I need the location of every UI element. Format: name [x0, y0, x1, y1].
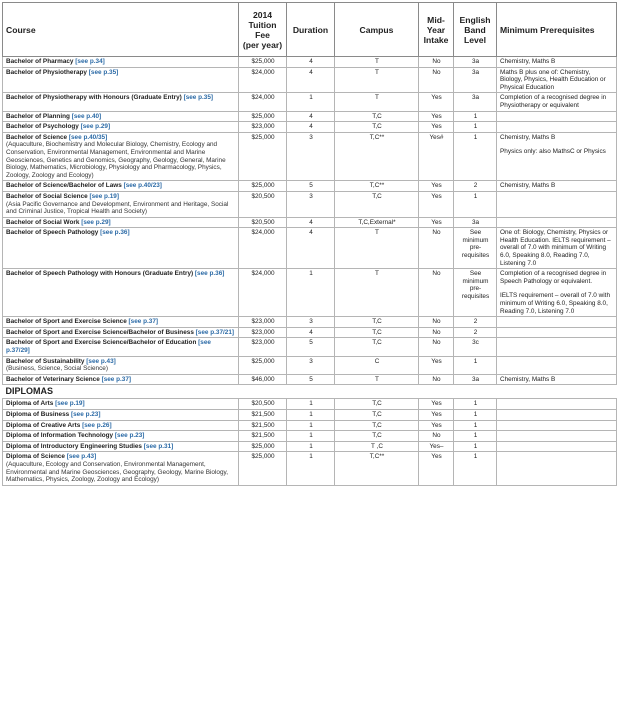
english-cell: 3a	[454, 57, 497, 68]
duration-cell: 4	[287, 57, 335, 68]
course-name: Bachelor of Planning	[6, 112, 70, 120]
course-cell	[3, 420, 239, 431]
duration-cell: 4	[287, 228, 335, 269]
midyear-cell: Yes	[419, 452, 454, 485]
english-cell: 1	[454, 111, 497, 122]
header-fee-line: Tuition	[248, 19, 277, 30]
midyear-cell: No	[419, 57, 454, 68]
table-row	[3, 327, 617, 338]
page-ref-link[interactable]: [see p.23]	[71, 410, 101, 418]
duration-cell: 5	[287, 374, 335, 385]
header-english	[454, 3, 497, 57]
prereq-cell	[497, 93, 617, 111]
prereq-cell	[497, 217, 617, 228]
english-cell: 3a	[454, 93, 497, 111]
midyear-cell: Yes	[419, 217, 454, 228]
table-row	[3, 269, 617, 317]
duration-cell: 1	[287, 269, 335, 317]
midyear-cell: Yes	[419, 356, 454, 374]
duration-cell: 5	[287, 181, 335, 192]
prereq-text: Chemistry, Maths B	[500, 58, 556, 65]
course-cell	[3, 228, 239, 269]
duration-cell: 4	[287, 217, 335, 228]
section-heading: DIPLOMAS	[3, 385, 617, 399]
header-midyear-line: Year	[426, 24, 446, 35]
page-ref-link[interactable]: [see p.19]	[55, 400, 85, 408]
fee-cell: $25,000	[239, 111, 287, 122]
header-campus: Campus	[335, 3, 419, 57]
prereq-cell	[497, 57, 617, 68]
campus-cell: T,C	[335, 420, 419, 431]
table-row	[3, 338, 617, 356]
prereq-cell	[497, 452, 617, 485]
page-ref-link[interactable]: [see p.40/35]	[68, 133, 108, 141]
page-ref-link[interactable]: [see p.26]	[82, 421, 112, 429]
fee-cell: $20,500	[239, 399, 287, 410]
prereq-cell	[497, 191, 617, 217]
midyear-cell: Yes	[419, 409, 454, 420]
prereq-cell	[497, 409, 617, 420]
midyear-cell: Yes	[419, 191, 454, 217]
header-english-line: English	[459, 14, 491, 25]
course-name: Diploma of Creative Arts	[6, 421, 81, 429]
page-ref-link[interactable]: [see p.37/29]	[6, 339, 211, 354]
english-cell: 2	[454, 327, 497, 338]
fee-cell: $25,000	[239, 356, 287, 374]
table-row	[3, 191, 617, 217]
duration-cell: 3	[287, 191, 335, 217]
midyear-cell: Yes	[419, 93, 454, 111]
fee-cell: $23,000	[239, 327, 287, 338]
campus-cell: T,C	[335, 399, 419, 410]
midyear-cell: No	[419, 228, 454, 269]
midyear-cell: No	[419, 269, 454, 317]
course-name: Diploma of Information Technology	[6, 432, 114, 440]
course-cell	[3, 441, 239, 452]
section-row	[3, 385, 617, 399]
fee-cell: $46,000	[239, 374, 287, 385]
page-ref-link[interactable]: [see p.35]	[88, 68, 119, 76]
table-row	[3, 228, 617, 269]
english-cell: See minimum pre-requisites	[454, 228, 497, 269]
duration-cell: 5	[287, 338, 335, 356]
prereq-cell	[497, 441, 617, 452]
fee-cell: $25,000	[239, 132, 287, 181]
english-cell: 2	[454, 181, 497, 192]
midyear-cell: Yes	[419, 399, 454, 410]
campus-cell: T,C	[335, 431, 419, 442]
course-cell	[3, 191, 239, 217]
fee-cell: $25,000	[239, 441, 287, 452]
campus-cell: T,C**	[335, 181, 419, 192]
table-row	[3, 111, 617, 122]
campus-cell: C	[335, 356, 419, 374]
duration-cell: 1	[287, 441, 335, 452]
course-name: Diploma of Business	[6, 410, 70, 418]
table-row	[3, 57, 617, 68]
course-specialisations: (Aquaculture, Ecology and Conservation, Environmental Management, Environmental and Marine Geosciences, Geography, Geology, Marine Biology, Mathematics, Physics, Zoology, Zoology and Ecology)	[6, 460, 229, 484]
table-row	[3, 420, 617, 431]
course-cell	[3, 317, 239, 328]
campus-cell: T,C**	[335, 452, 419, 485]
course-name: Bachelor of Sport and Exercise Science	[6, 318, 127, 326]
fee-cell: $25,000	[239, 452, 287, 485]
campus-cell: T,C	[335, 409, 419, 420]
fee-cell: $23,000	[239, 338, 287, 356]
course-name: Bachelor of Sport and Exercise Science/Bachelor of Business	[6, 328, 194, 336]
course-cell	[3, 57, 239, 68]
campus-cell: T,C	[335, 327, 419, 338]
campus-cell: T	[335, 374, 419, 385]
midyear-cell: Yes	[419, 181, 454, 192]
course-cell	[3, 338, 239, 356]
course-specialisations: (Business, Science, Social Science)	[6, 365, 108, 373]
duration-cell: 1	[287, 409, 335, 420]
fee-cell: $23,000	[239, 122, 287, 133]
course-name: Bachelor of Psychology	[6, 123, 79, 131]
midyear-cell: No	[419, 67, 454, 93]
midyear-cell: Yes#	[419, 132, 454, 181]
midyear-cell: No	[419, 317, 454, 328]
campus-cell: T,C,External*	[335, 217, 419, 228]
table-row	[3, 356, 617, 374]
page-ref-link[interactable]: [see p.43]	[86, 357, 116, 365]
course-cell	[3, 132, 239, 181]
table-row	[3, 374, 617, 385]
duration-cell: 3	[287, 356, 335, 374]
prereq-cell	[497, 431, 617, 442]
midyear-cell: No	[419, 374, 454, 385]
course-table	[2, 2, 617, 486]
prereq-cell	[497, 228, 617, 269]
course-name: Bachelor of Science/Bachelor of Laws	[6, 182, 122, 190]
campus-cell: T ,C	[335, 441, 419, 452]
prereq-text: Maths B plus one of: Chemistry, Biology, Physics, Health Education or Physical Education	[500, 68, 606, 91]
prereq-text: Completion of a recognised degree in Speech Pathology or equivalent.	[500, 270, 607, 285]
course-name: Diploma of Science	[6, 453, 65, 461]
campus-cell: T	[335, 67, 419, 93]
header-duration: Duration	[287, 3, 335, 57]
midyear-cell: Yes	[419, 122, 454, 133]
midyear-cell: No	[419, 327, 454, 338]
prereq-text: IELTS requirement – overall of 7.0 with minimum of Writing 6.0, Speaking 8.0, Reading 7.0, Listening 7.0	[500, 292, 610, 315]
header-prereq: Minimum Prerequisites	[497, 3, 617, 57]
table-row	[3, 317, 617, 328]
page-ref-link[interactable]: [see p.37]	[101, 375, 132, 383]
prereq-cell	[497, 356, 617, 374]
header-midyear	[419, 3, 454, 57]
prereq-cell	[497, 374, 617, 385]
page-ref-link[interactable]: [see p.37]	[128, 318, 159, 326]
duration-cell: 3	[287, 317, 335, 328]
duration-cell: 1	[287, 420, 335, 431]
page-ref-link[interactable]: [see p.31]	[143, 442, 174, 450]
campus-cell: T	[335, 57, 419, 68]
page-ref-link[interactable]: [see p.19]	[89, 192, 119, 200]
page-ref-link[interactable]: [see p.29]	[81, 218, 111, 226]
prereq-cell	[497, 111, 617, 122]
fee-cell: $21,500	[239, 409, 287, 420]
header-course: Course	[3, 3, 239, 57]
course-cell	[3, 269, 239, 317]
english-cell: 1	[454, 409, 497, 420]
course-name: Bachelor of Sustainability	[6, 357, 85, 365]
prereq-cell	[497, 269, 617, 317]
course-name: Diploma of Arts	[6, 400, 54, 408]
campus-cell: T,C	[335, 191, 419, 217]
course-cell	[3, 181, 239, 192]
prereq-cell	[497, 327, 617, 338]
page-ref-link[interactable]: [see p.40/23]	[123, 182, 162, 190]
table-row	[3, 441, 617, 452]
prereq-cell	[497, 399, 617, 410]
duration-cell: 1	[287, 399, 335, 410]
prereq-text: Chemistry, Maths B	[500, 133, 556, 141]
course-name: Bachelor of Social Work	[6, 218, 80, 226]
campus-cell: T,C**	[335, 132, 419, 181]
header-fee-line: (per year)	[242, 39, 283, 50]
course-cell	[3, 111, 239, 122]
table-row	[3, 399, 617, 410]
english-cell: 3a	[454, 374, 497, 385]
midyear-cell: Yes	[419, 420, 454, 431]
duration-cell: 3	[287, 132, 335, 181]
prereq-cell	[497, 122, 617, 133]
campus-cell: T	[335, 93, 419, 111]
fee-cell: $21,500	[239, 420, 287, 431]
course-cell	[3, 431, 239, 442]
table-row	[3, 217, 617, 228]
page-ref-link[interactable]: [see p.40]	[71, 112, 102, 120]
course-name: Bachelor of Speech Pathology	[6, 229, 99, 237]
english-cell: 1	[454, 431, 497, 442]
page-ref-link[interactable]: [see p.36]	[194, 270, 225, 278]
midyear-cell: Yes	[419, 111, 454, 122]
course-specialisations: (Aquaculture, Biochemistry and Molecular Biology, Chemistry, Ecology and Conservation, Environmental Management, Environmental and Marine Geosciences, Genetics and Genomics, Geography, Geology, General, Marine Biology, Mathematics, Microbiology, Physiology and Pharmacology, Physics, Zoology, Zoology and Ecology)	[6, 141, 226, 179]
header-midyear-line: Mid-	[427, 14, 445, 25]
prereq-text: One of: Biology, Chemistry, Physics or Health Education. IELTS requirement – overall of 7.0 with minimum of Writing 6.0, Speaking 8.0, Reading 7.0, Listening 7.0	[500, 229, 611, 267]
prereq-text: Chemistry, Maths B	[500, 182, 556, 190]
prereq-cell	[497, 181, 617, 192]
header-english-line: Band	[464, 24, 486, 35]
page-ref-link[interactable]: [see p.37/21]	[195, 328, 235, 336]
fee-cell: $24,000	[239, 228, 287, 269]
english-cell: 1	[454, 191, 497, 217]
course-name: Diploma of Introductory Engineering Studies	[6, 442, 142, 450]
table-row	[3, 93, 617, 111]
table-row	[3, 452, 617, 485]
table-row	[3, 409, 617, 420]
fee-cell: $20,500	[239, 217, 287, 228]
english-cell: See minimum pre-requisites	[454, 269, 497, 317]
page-ref-link[interactable]: [see p.23]	[114, 432, 145, 440]
campus-cell: T,C	[335, 317, 419, 328]
course-cell	[3, 93, 239, 111]
campus-cell: T,C	[335, 338, 419, 356]
english-cell: 1	[454, 356, 497, 374]
header-midyear-line: Intake	[423, 34, 449, 45]
prereq-cell	[497, 317, 617, 328]
campus-cell: T,C	[335, 122, 419, 133]
fee-cell: $25,000	[239, 57, 287, 68]
prereq-cell	[497, 420, 617, 431]
midyear-cell: Yes–	[419, 441, 454, 452]
page-ref-link[interactable]: [see p.35]	[183, 94, 214, 102]
fee-cell: $21,500	[239, 431, 287, 442]
prereq-text: Completion of a recognised degree in Physiotherapy or equivalent	[500, 94, 607, 109]
course-cell	[3, 452, 239, 485]
english-cell: 3a	[454, 67, 497, 93]
course-specialisations: (Asia Pacific Governance and Development, Environment and Heritage, Social and Criminal Justice, Tropical Health and Society)	[6, 200, 229, 216]
course-name: Bachelor of Pharmacy	[6, 58, 74, 65]
course-name: Bachelor of Sport and Exercise Science/Bachelor of Education	[6, 339, 197, 347]
table-row	[3, 132, 617, 181]
header-fee-line: 2014	[252, 9, 273, 20]
fee-cell: $23,000	[239, 317, 287, 328]
prereq-text: Physics only: also MathsC or Physics	[500, 148, 606, 156]
english-cell: 1	[454, 399, 497, 410]
prereq-cell	[497, 338, 617, 356]
table-body	[3, 57, 617, 486]
english-cell: 3a	[454, 217, 497, 228]
table-row	[3, 122, 617, 133]
course-name: Bachelor of Physiotherapy	[6, 68, 87, 76]
course-name: Bachelor of Science	[6, 133, 68, 141]
page-ref-link[interactable]: [see p.36]	[100, 229, 130, 237]
header-row	[3, 3, 617, 57]
english-cell: 2	[454, 317, 497, 328]
english-cell: 1	[454, 122, 497, 133]
course-cell	[3, 374, 239, 385]
midyear-cell: No	[419, 431, 454, 442]
header-fee	[239, 3, 287, 57]
english-cell: 1	[454, 420, 497, 431]
prereq-cell	[497, 67, 617, 93]
duration-cell: 4	[287, 122, 335, 133]
fee-cell: $24,000	[239, 93, 287, 111]
table-row	[3, 181, 617, 192]
course-name: Bachelor of Veterinary Science	[6, 375, 100, 383]
course-cell	[3, 217, 239, 228]
header-fee-line: Fee	[255, 29, 270, 40]
fee-cell: $25,000	[239, 181, 287, 192]
page-ref-link[interactable]: [see p.29]	[80, 123, 111, 131]
course-cell	[3, 327, 239, 338]
course-name: Bachelor of Social Science	[6, 192, 88, 200]
campus-cell: T	[335, 228, 419, 269]
fee-cell: $24,000	[239, 269, 287, 317]
fee-cell: $24,000	[239, 67, 287, 93]
course-cell	[3, 122, 239, 133]
english-cell: 1	[454, 132, 497, 181]
course-cell	[3, 399, 239, 410]
english-cell: 1	[454, 441, 497, 452]
page-ref-link[interactable]: [see p.43]	[66, 453, 97, 461]
campus-cell: T	[335, 269, 419, 317]
table-row	[3, 431, 617, 442]
course-name: Bachelor of Speech Pathology with Honours (Graduate Entry)	[6, 270, 194, 278]
midyear-cell: No	[419, 338, 454, 356]
duration-cell: 4	[287, 327, 335, 338]
duration-cell: 4	[287, 67, 335, 93]
course-cell	[3, 67, 239, 93]
duration-cell: 1	[287, 93, 335, 111]
course-name: Bachelor of Physiotherapy with Honours (Graduate Entry)	[6, 94, 182, 102]
course-cell	[3, 409, 239, 420]
duration-cell: 1	[287, 452, 335, 485]
header-english-line: Level	[464, 34, 486, 45]
prereq-cell	[497, 132, 617, 181]
fee-cell: $20,500	[239, 191, 287, 217]
duration-cell: 4	[287, 111, 335, 122]
page-ref-link[interactable]: [see p.34]	[75, 58, 105, 65]
campus-cell: T,C	[335, 111, 419, 122]
english-cell: 3c	[454, 338, 497, 356]
prereq-text: Chemistry, Maths B	[500, 375, 556, 383]
duration-cell: 1	[287, 431, 335, 442]
english-cell: 1	[454, 452, 497, 485]
table-row	[3, 67, 617, 93]
course-cell	[3, 356, 239, 374]
